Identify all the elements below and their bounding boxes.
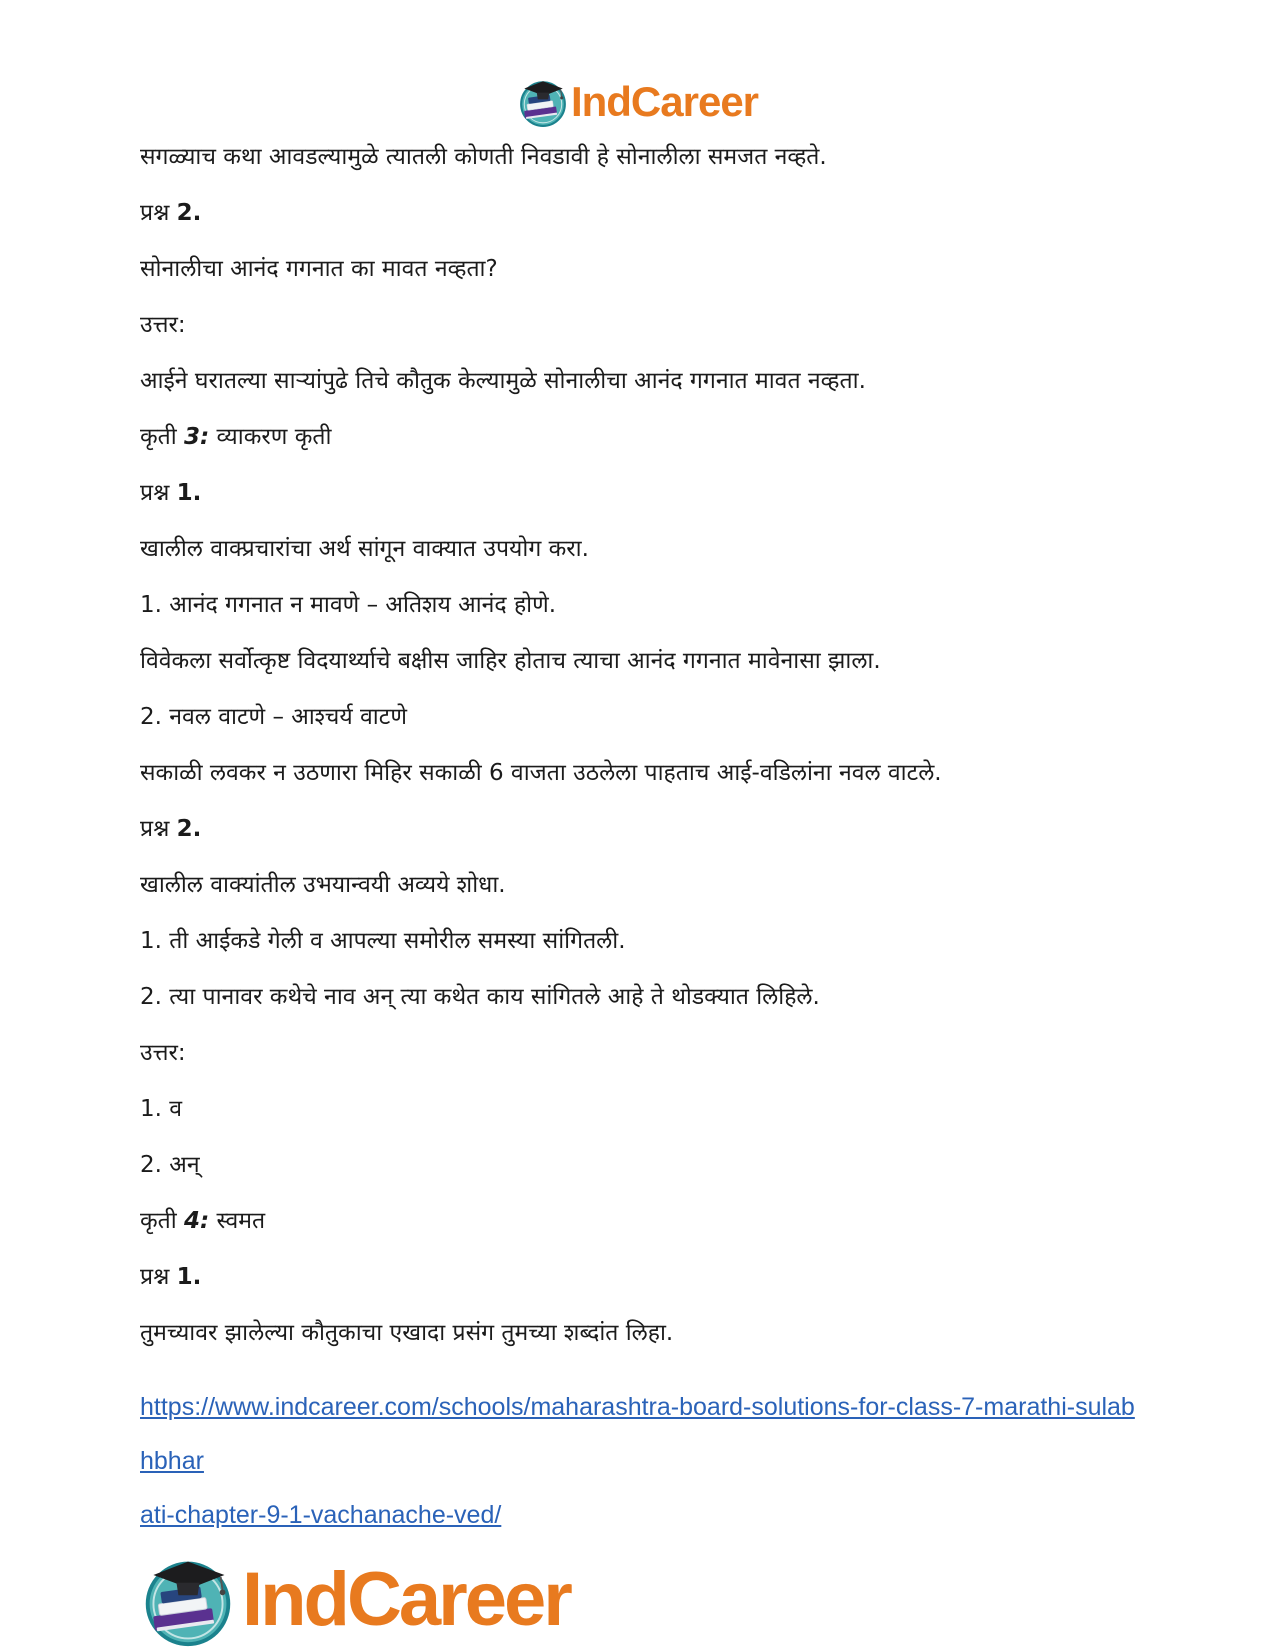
idiom-example-1: विवेकला सर्वोत्कृष्ट विदयार्थ्याचे बक्षीस जाहिर होताच त्याचा आनंद गगनात मावेनासा झाला. [140,648,881,674]
sentence-item-1: 1. ती आईकडे गेली व आपल्या समोरील समस्या सांगितली. [140,928,626,954]
question-2-text: सोनालीचा आनंद गगनात का मावत नव्हता? [140,256,498,282]
answer-text: आईने घरातल्या साऱ्यांपुढे तिचे कौतुक केल्यामुळे सोनालीचा आनंद गगनात मावत नव्हता. [140,368,866,394]
header-logo [0,0,1275,128]
link-line-1: https://www.indcareer.com/schools/maharashtra-board-solutions-for-class-7-marathi-sulabhbhar [140,1393,1135,1475]
opinion-question-text: तुमच्यावर झालेल्या कौतुकाचा एखादा प्रसंग तुमच्या शब्दांत लिहा. [140,1320,674,1346]
question-1-label-opinion: प्रश्न 1. [140,1264,202,1290]
activity-4-heading: कृती 4: स्वमत [140,1208,266,1234]
answer-item-2: 2. अन् [140,1152,200,1178]
question-1-label: प्रश्न 1. [140,480,202,506]
answer-continuation-text: सगळ्याच कथा आवडल्यामुळे त्यातली कोणती निवडावी हे सोनालीला समजत नव्हते. [140,144,827,170]
brand-name: IndCareer [570,78,759,125]
sentence-item-2: 2. त्या पानावर कथेचे नाव अन् त्या कथेत काय सांगितले आहे ते थोडक्यात लिहिले. [140,984,820,1010]
instruction-text-conjunctions: खालील वाक्यांतील उभयान्वयी अव्यये शोधा. [140,872,506,898]
question-2-label: प्रश्न 2. [140,200,202,226]
link-line-2: ati-chapter-9-1-vachanache-ved/ [140,1501,502,1529]
answer-label: उत्तर: [140,312,186,338]
footer-logo [140,1552,1137,1648]
activity-3-heading: कृती 3: व्याकरण कृती [140,424,332,450]
article-link[interactable] [140,1393,1135,1529]
idiom-example-2: सकाळी लवकर न उठणारा मिहिर सकाळी 6 वाजता उठलेला पाहताच आई-वडिलांना नवल वाटले. [140,760,942,786]
brand-name: IndCareer [242,1557,570,1642]
idiom-item-1: 1. आनंद गगनात न मावणे – अतिशय आनंद होणे. [140,592,557,618]
graduation-cap-books-icon [517,76,569,128]
answer-label-2: उत्तर: [140,1040,186,1066]
source-link-paragraph [140,1380,1137,1542]
document-content [0,128,1275,1648]
answer-item-1: 1. व [140,1096,183,1122]
graduation-cap-books-icon [140,1552,236,1648]
instruction-text: खालील वाक्प्रचारांचा अर्थ सांगून वाक्यात उपयोग करा. [140,536,589,562]
question-2-label-grammar: प्रश्न 2. [140,816,202,842]
idiom-item-2: 2. नवल वाटणे – आश्चर्य वाटणे [140,704,407,730]
